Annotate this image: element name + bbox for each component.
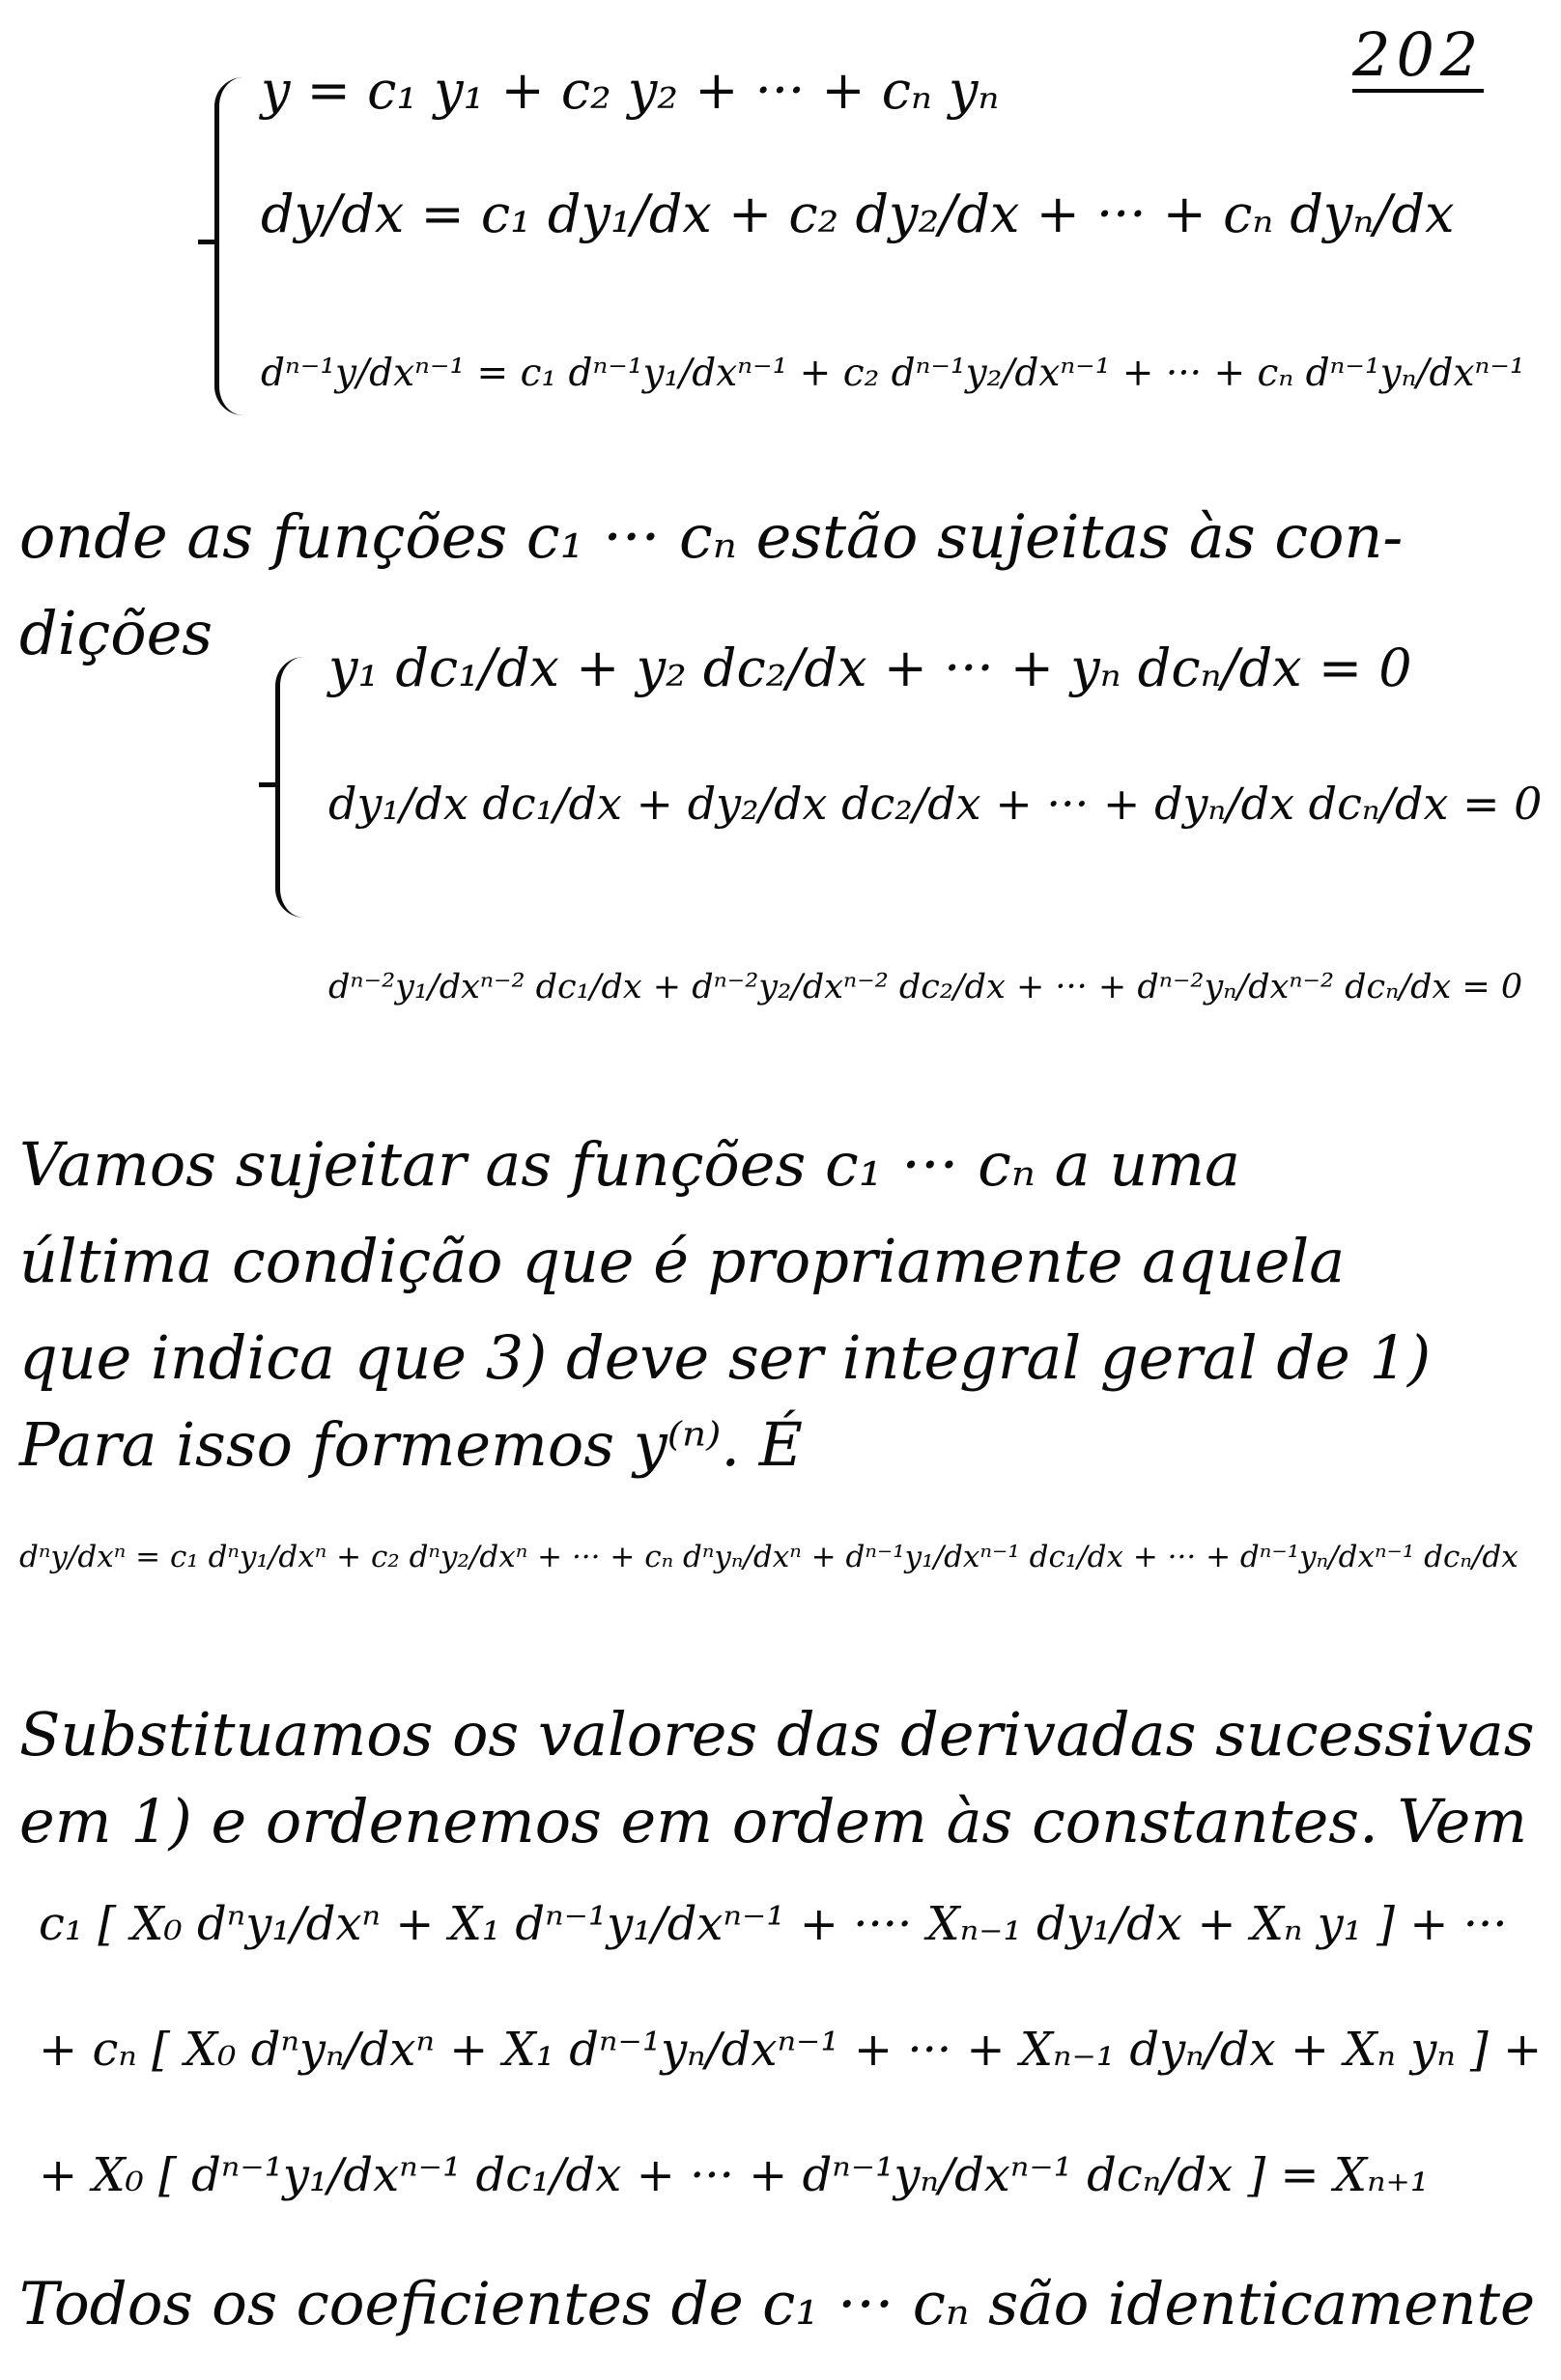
text-que-indica: que indica que 3) deve ser integral geral de 1) — [19, 1322, 1432, 1393]
text-em-1-ordenemos: em 1) e ordenemos em ordem às constantes. Vem — [19, 1786, 1528, 1856]
text-substituamos: Substituamos os valores das derivadas sucessivas — [19, 1699, 1535, 1770]
page-number: 202 — [1352, 21, 1484, 93]
text-dicoes: dições — [19, 598, 213, 668]
condition-1: y₁ dc₁/dx + y₂ dc₂/dx + ··· + yₙ dcₙ/dx = 0 — [328, 638, 1412, 698]
equation-n-minus-1-derivative: dⁿ⁻¹y/dxⁿ⁻¹ = c₁ dⁿ⁻¹y₁/dxⁿ⁻¹ + c₂ dⁿ⁻¹y₂/dxⁿ⁻¹ + ··· + cₙ dⁿ⁻¹yₙ/dxⁿ⁻¹ — [261, 352, 1525, 395]
text-ultima-condicao: última condição que é propriamente aquela — [19, 1226, 1346, 1296]
result-line-cn: + cₙ [ X₀ dⁿyₙ/dxⁿ + X₁ dⁿ⁻¹yₙ/dxⁿ⁻¹ + ··· + Xₙ₋₁ dyₙ/dx + Xₙ yₙ ] + — [39, 2023, 1543, 2077]
condition-2: dy₁/dx dc₁/dx + dy₂/dx dc₂/dx + ··· + dyₙ/dx dcₙ/dx = 0 — [328, 778, 1543, 830]
equation-y-sum: y = c₁ y₁ + c₂ y₂ + ··· + cₙ yₙ — [261, 60, 1000, 121]
text-para-isso: Para isso formemos y⁽ⁿ⁾. É — [19, 1409, 804, 1480]
text-onde-as-funcoes: onde as funções c₁ ··· cₙ estão sujeitas às con- — [19, 501, 1404, 572]
equation-nth-derivative: dⁿy/dxⁿ = c₁ dⁿy₁/dxⁿ + c₂ dⁿy₂/dxⁿ + ··· + cₙ dⁿyₙ/dxⁿ + dⁿ⁻¹y₁/dxⁿ⁻¹ dc₁/dx + ··· + dⁿ⁻¹yₙ/dxⁿ⁻¹ dcₙ/dx — [19, 1540, 1518, 1574]
result-line-c1: c₁ [ X₀ dⁿy₁/dxⁿ + X₁ dⁿ⁻¹y₁/dxⁿ⁻¹ + ···· Xₙ₋₁ dy₁/dx + Xₙ y₁ ] + ··· — [39, 1897, 1508, 1951]
condition-n-minus-1: dⁿ⁻²y₁/dxⁿ⁻² dc₁/dx + dⁿ⁻²y₂/dxⁿ⁻² dc₂/dx + ··· + dⁿ⁻²yₙ/dxⁿ⁻² dcₙ/dx = 0 — [328, 968, 1523, 1006]
equation-first-derivative: dy/dx = c₁ dy₁/dx + c₂ dy₂/dx + ··· + cₙ dyₙ/dx — [261, 184, 1455, 244]
system-brace-conditions — [275, 657, 319, 918]
text-todos-os-coeficientes: Todos os coeficientes de c₁ ··· cₙ são identicamente — [19, 2270, 1536, 2338]
result-line-x0: + X₀ [ dⁿ⁻¹y₁/dxⁿ⁻¹ dc₁/dx + ··· + dⁿ⁻¹yₙ/dxⁿ⁻¹ dcₙ/dx ] = Xₙ₊₁ — [39, 2148, 1430, 2202]
text-vamos-sujeitar: Vamos sujeitar as funções c₁ ··· cₙ a uma — [19, 1129, 1241, 1200]
system-brace-top — [214, 77, 258, 415]
